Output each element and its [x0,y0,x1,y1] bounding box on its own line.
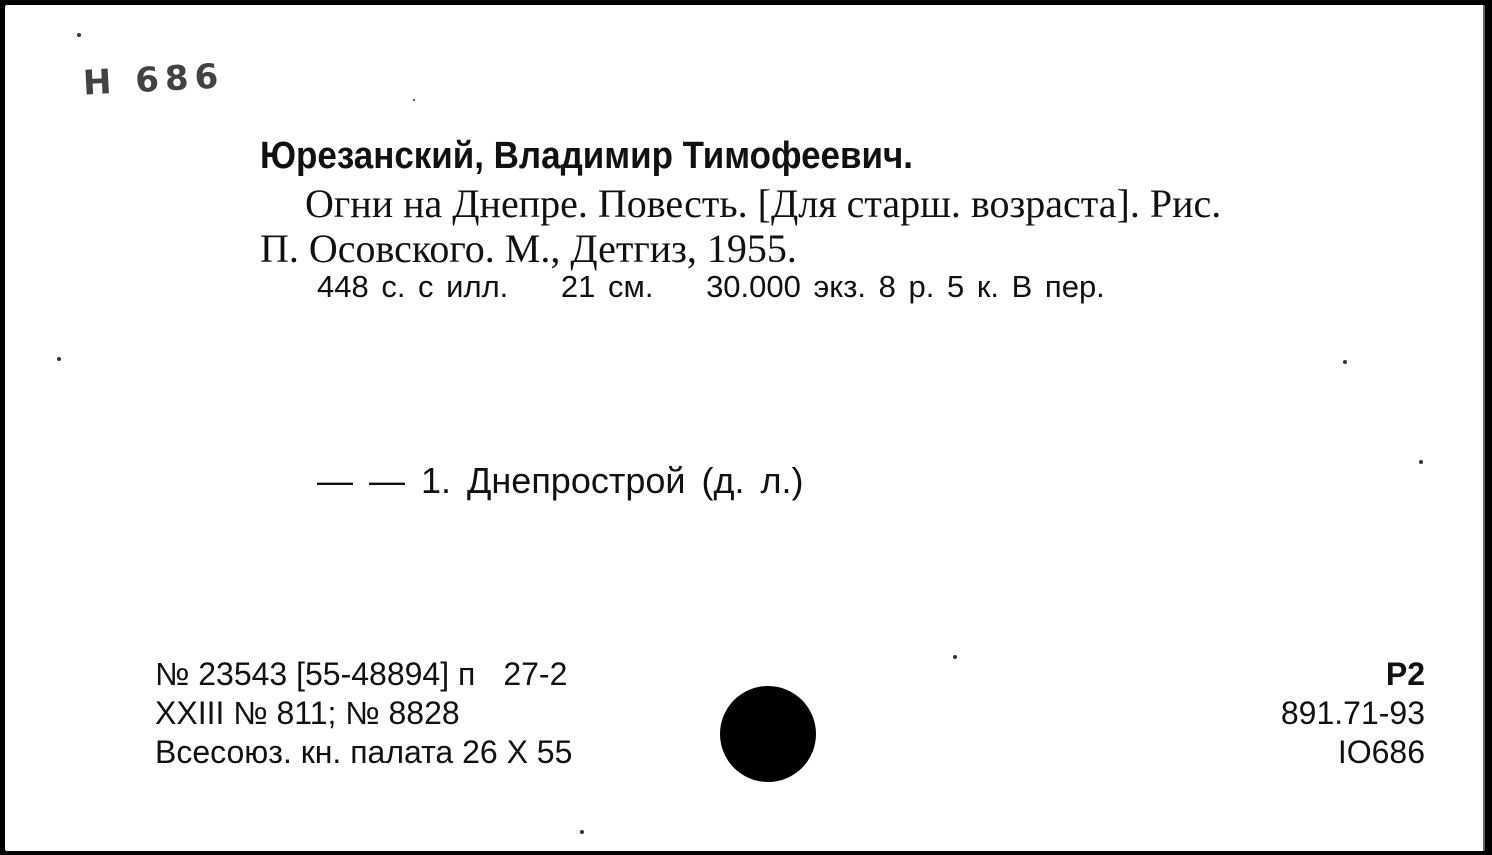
subject-entry: — — 1. Днепрострой (д. л.) [317,460,804,501]
book-size: 21 см. [560,269,654,304]
speck [413,99,415,101]
physical-description [317,269,1145,305]
registration-code: 27-2 [503,656,568,692]
page-count: 448 с. с илл. [317,269,509,304]
registration-line [155,656,567,693]
chamber-line: Всесоюз. кн. палата 26 X 55 [155,734,573,770]
udc-number: 891.71-93 [1280,695,1425,731]
card-number: IO686 [1337,734,1425,770]
card-edge [1483,5,1485,851]
title-line-2: П. Осовского. М., Детгиз, 1955. [260,226,797,271]
speck [77,33,81,37]
series-line: XXIII № 811; № 8828 [155,695,460,731]
card-punch-hole [720,686,816,782]
speck [1343,360,1347,364]
handwritten-shelf-mark: Н 686 [82,56,226,104]
speck [580,830,584,834]
registration-number: № 23543 [55-48894] п [155,656,476,692]
classification-code: Р2 [1385,656,1425,692]
speck [1419,460,1423,464]
speck [57,357,61,361]
author-heading: Юрезанский, Владимир Тимофеевич. [260,135,913,177]
print-run-price: 30.000 экз. 8 р. 5 к. В пер. [706,269,1105,304]
catalog-card [5,5,1485,851]
title-line-1: Огни на Днепре. Повесть. [Для старш. возраста]. Рис. [305,181,1222,226]
speck [953,655,957,659]
